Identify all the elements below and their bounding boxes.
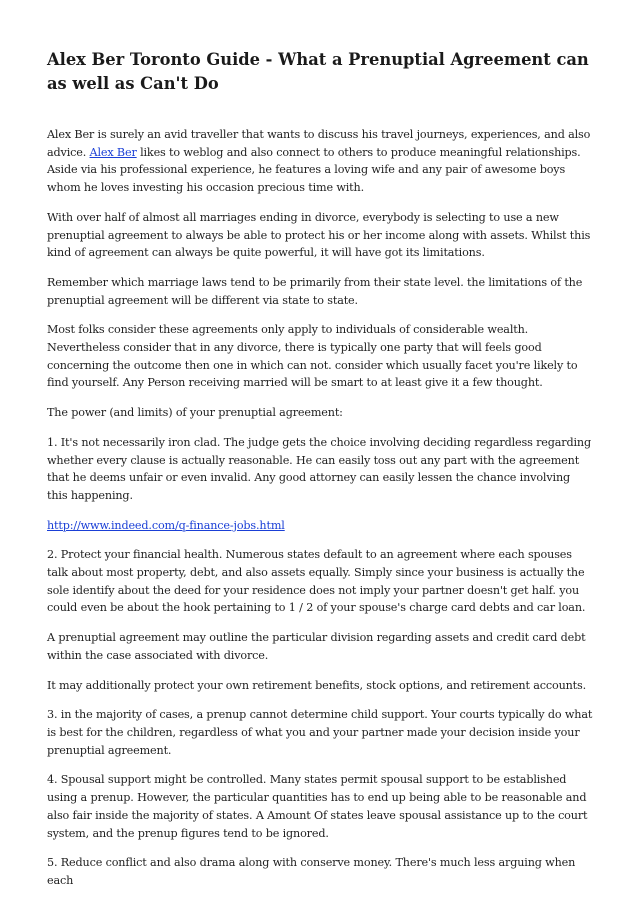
paragraph: With over half of almost all marriages ending in divorce, everybody is selecting to use a new prenuptial agreement to always be able to protect his or her income along with assets. Whilst this kind of agreement can always be quite powerful, it will have got its limitations. <box>47 210 591 260</box>
paragraph: 2. Protect your financial health. Numerous states default to an agreement where each spouses talk about most property, debt, and also assets equally. Simply since your business is actually the sole identify about the deed for your residence does not imply your partner doesn't get half. you could even be about the hook pertaining to 1 / 2 of your spouse's charge card debts and car loan. <box>47 548 586 615</box>
intro-paragraph <box>47 126 593 197</box>
paragraph: 4. Spousal support might be controlled. Many states permit spousal support to be established using a prenup. However, the particular quantities has to end up being able to be reasonable and also fair inside the majority of states. A Amount Of states leave spousal assistance up to the court system, and the prenup figures tend to be ignored. <box>47 773 588 840</box>
paragraph: 1. It's not necessarily iron clad. The judge gets the choice involving deciding regardless regarding whether every clause is actually reasonable. He can easily toss out any part with the agreement that he deems unfair or even invalid. Any good attorney can easily lessen the chance involving this happening. <box>47 435 591 502</box>
paragraph: A prenuptial agreement may outline the particular division regarding assets and credit card debt within the case associated with divorce. <box>47 631 586 662</box>
paragraph: 3. in the majority of cases, a prenup cannot determine child support. Your courts typically do what is best for the children, regardless of what you and your partner made your decision inside your prenuptial agreement. <box>47 708 593 757</box>
intro-text-after: likes to weblog and also connect to others to produce meaningful relationships. Aside via his professional experience, he features a loving wife and any pair of awesome boys whom he loves investing his occasion precious time with. <box>47 145 581 195</box>
paragraph: Remember which marriage laws tend to be primarily from their state level. the limitations of the prenuptial agreement will be different via state to state. <box>47 275 583 307</box>
paragraph: 5. Reduce conflict and also drama along with conserve money. There's much less arguing when each <box>47 856 576 887</box>
document-body <box>47 48 593 902</box>
page-title: Alex Ber Toronto Guide - What a Prenuptial Agreement can as well as Can't Do <box>47 50 589 93</box>
url-paragraph <box>47 517 593 535</box>
finance-jobs-link[interactable]: http://www.indeed.com/q-finance-jobs.html <box>47 518 285 532</box>
paragraph: Most folks consider these agreements only apply to individuals of considerable wealth. Nevertheless consider that in any divorce, there is typically one party that will feels good concerning the outcome then one in which can not. consider which usually facet you're likely to find yourself. Any Person receiving married will be smart to at least give it a few thought. <box>47 323 578 390</box>
paragraph: It may additionally protect your own retirement benefits, stock options, and retirement accounts. <box>47 678 587 692</box>
paragraph: The power (and limits) of your prenuptial agreement: <box>47 406 343 420</box>
alex-ber-link[interactable]: Alex Ber <box>89 145 137 159</box>
intro-text-before: Alex Ber is surely an avid traveller that wants to discuss his travel journeys, experiences, and also advice. <box>47 128 591 159</box>
